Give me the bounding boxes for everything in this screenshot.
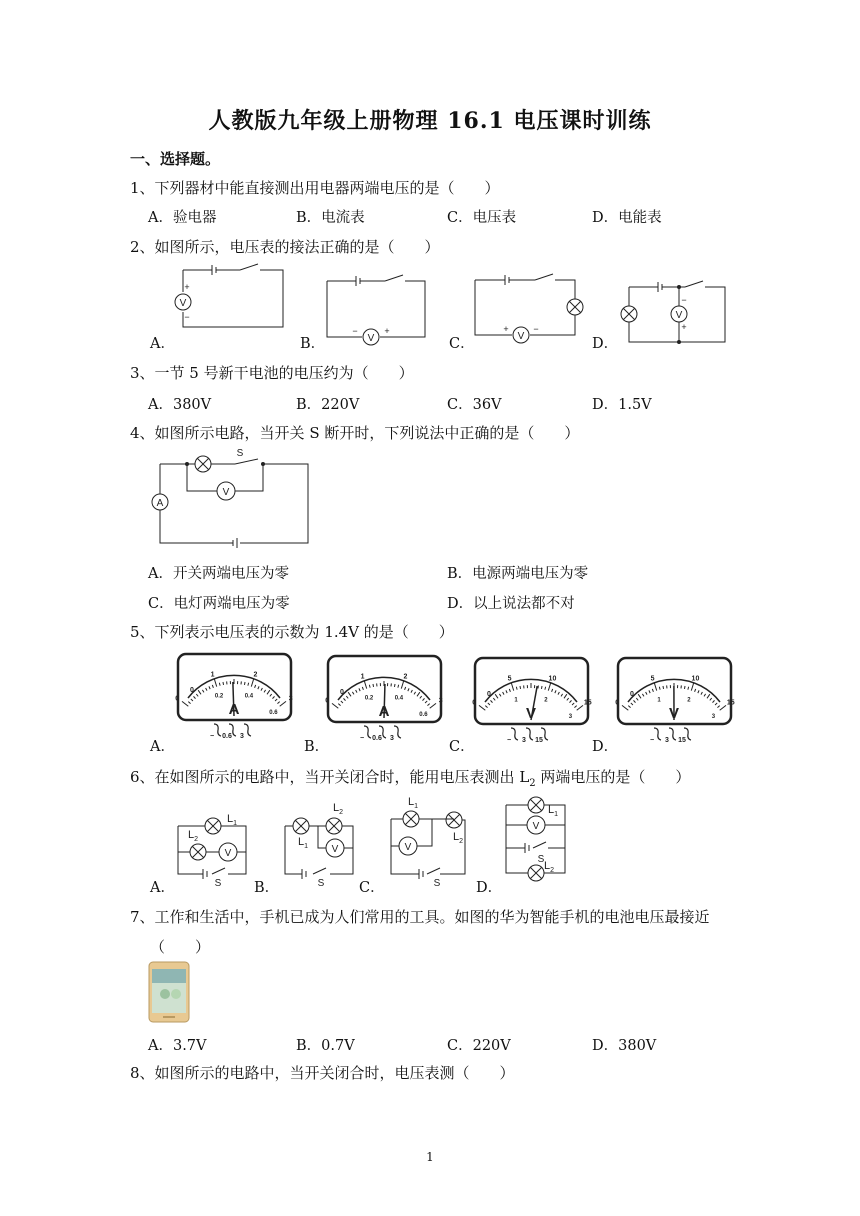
- svg-text:0: 0: [487, 691, 491, 698]
- meter-scale-label: 5: [650, 675, 655, 683]
- q7-option-b[interactable]: B．0.7V: [296, 1038, 355, 1054]
- meter-scale-label-small: 0.4: [244, 693, 254, 700]
- q6-label-b[interactable]: B．: [254, 880, 280, 896]
- meter-terminal-label: 0.6: [222, 733, 232, 740]
- svg-text:S: S: [433, 878, 441, 889]
- meter-scale-label: 10: [548, 675, 557, 683]
- question-7-stem-line2: （ ）: [150, 938, 211, 956]
- q4-option-a[interactable]: A．开关两端电压为零: [148, 566, 289, 582]
- q3-option-c[interactable]: C．36V: [447, 397, 502, 413]
- q2-label-c[interactable]: C．: [449, 336, 475, 352]
- svg-text:S: S: [317, 878, 325, 889]
- svg-text:−: −: [681, 295, 687, 305]
- svg-text:+: +: [184, 282, 190, 292]
- question-2-stem: 2、如图所示，电压表的接法正确的是（ ）: [130, 238, 440, 256]
- meter-scale-label-small: 2: [687, 697, 691, 704]
- svg-text:V: V: [331, 844, 339, 855]
- svg-text:V: V: [222, 487, 230, 498]
- meter-scale-label-small: 2: [544, 697, 548, 704]
- svg-text:L2: $L_2$: [332, 802, 344, 816]
- svg-text:0: 0: [340, 689, 344, 696]
- voltmeter-symbol: V: [179, 298, 187, 309]
- meter-scale-label: 0: [175, 695, 180, 703]
- meter-scale-label: 2: [403, 673, 408, 681]
- meter-scale-label-small: 1: [657, 697, 661, 704]
- question-8-stem: 8、如图所示的电路中，当开关闭合时，电压表测（ ）: [130, 1064, 515, 1082]
- section-heading: 一、选择题。: [130, 150, 221, 168]
- meter-scale-label: 5: [507, 675, 512, 683]
- meter-scale-label: 1: [360, 673, 365, 681]
- meter-terminal-label: −: [649, 737, 655, 744]
- svg-text:V: V: [675, 310, 683, 321]
- page-title: 人教版九年级上册物理 16.1 电压课时训练: [208, 108, 652, 134]
- q1-option-c[interactable]: C．电压表: [447, 210, 517, 226]
- meter-terminal-label: 3: [240, 733, 244, 740]
- svg-text:L1: $L_1$: [547, 804, 559, 818]
- switch-label: S: [236, 448, 244, 459]
- svg-text:−: −: [184, 312, 190, 322]
- svg-text:V: V: [517, 331, 525, 342]
- svg-text:L1: $L_1$: [407, 796, 419, 810]
- q5-label-b[interactable]: B．: [304, 739, 330, 755]
- svg-text:L2: $L_2$: [543, 860, 555, 874]
- svg-text:+: +: [681, 322, 687, 332]
- meter-scale-label: 0: [472, 699, 477, 707]
- q5-label-a[interactable]: A．: [150, 739, 175, 755]
- q2-label-a[interactable]: A．: [150, 336, 175, 352]
- meter-scale-label: 2: [253, 671, 258, 679]
- svg-text:L1: $L_1$: [297, 836, 309, 850]
- meter-unit-symbol: V: [668, 705, 680, 722]
- question-6-stem: 6、在如图所示的电路中，当开关闭合时，能用电压表测出 $L_2$ 两端电压的是（ ）: [130, 768, 691, 789]
- svg-text:S: S: [214, 878, 222, 889]
- q7-option-c[interactable]: C．220V: [447, 1038, 511, 1054]
- svg-text:L2: $L_2$: [452, 831, 464, 845]
- question-4-stem: 4、如图所示电路，当开关 S 断开时，下列说法中正确的是（ ）: [130, 424, 580, 442]
- q3-option-d[interactable]: D．1.5V: [592, 397, 652, 413]
- q2-label-d[interactable]: D．: [592, 336, 619, 352]
- svg-text:+: +: [503, 324, 509, 334]
- meter-terminal-label: 3: [390, 735, 394, 742]
- q1-option-d[interactable]: D．电能表: [592, 210, 662, 226]
- meter-scale-label-small: 3: [711, 714, 716, 721]
- meter-terminal-label: −: [359, 735, 365, 742]
- q6-label-d[interactable]: D．: [476, 880, 503, 896]
- meter-terminal-label: −: [209, 733, 215, 740]
- ammeter-symbol: A: [156, 498, 164, 509]
- meter-scale-label: 15: [726, 699, 735, 707]
- meter-unit-symbol: A: [228, 701, 240, 718]
- meter-scale-label: 10: [691, 675, 700, 683]
- q3-option-b[interactable]: B．220V: [296, 397, 360, 413]
- meter-scale-label-small: 0.6: [419, 712, 428, 719]
- meter-scale-label: 1: [210, 671, 215, 679]
- question-1-stem: 1、下列器材中能直接测出用电器两端电压的是（ ）: [130, 179, 500, 197]
- svg-text:V: V: [224, 848, 232, 859]
- question-7-stem-line1: 7、工作和生活中，手机已成为人们常用的工具。如图的华为智能手机的电池电压最接近: [130, 908, 710, 926]
- meter-terminal-label: 3: [522, 737, 526, 744]
- q6-label-a[interactable]: A．: [150, 880, 175, 896]
- question-5-stem: 5、下列表示电压表的示数为 1.4V 的是（ ）: [130, 623, 454, 641]
- meter-terminal-label: 0.6: [372, 735, 382, 742]
- meter-unit-symbol: A: [378, 703, 390, 720]
- meter-terminal-label: −: [506, 737, 512, 744]
- q5-label-c[interactable]: C．: [449, 739, 475, 755]
- q2-label-b[interactable]: B．: [300, 336, 326, 352]
- svg-text:0: 0: [190, 687, 194, 694]
- meter-scale-label-small: 0.2: [364, 695, 374, 702]
- meter-scale-label-small: 0.2: [214, 693, 224, 700]
- meter-scale-label: 0: [615, 699, 620, 707]
- meter-scale-label-small: 1: [514, 697, 518, 704]
- meter-scale-label-small: 0.4: [394, 695, 404, 702]
- svg-text:L2: $L_2$: [187, 829, 199, 843]
- svg-text:L1: $L_1$: [226, 813, 238, 827]
- meter-scale-label: 0: [325, 697, 330, 705]
- meter-unit-symbol: V: [525, 705, 537, 722]
- page-number: 1: [426, 1150, 434, 1164]
- meter-scale-label: 3: [288, 695, 293, 703]
- q4-option-d[interactable]: D．以上说法都不对: [447, 596, 575, 612]
- svg-text:V: V: [404, 842, 412, 853]
- svg-text:−: −: [533, 324, 539, 334]
- meter-terminal-label: 15: [535, 737, 543, 744]
- meter-scale-label-small: 0.6: [269, 710, 278, 717]
- svg-text:0: 0: [630, 691, 634, 698]
- q1-option-b[interactable]: B．电流表: [296, 210, 365, 226]
- svg-text:V: V: [367, 333, 375, 344]
- q4-option-b[interactable]: B．电源两端电压为零: [447, 566, 589, 582]
- meter-scale-label: 15: [583, 699, 592, 707]
- svg-text:−: −: [352, 326, 358, 336]
- q6-label-c[interactable]: C．: [359, 880, 385, 896]
- svg-text:S: S: [537, 854, 545, 865]
- q5-label-d[interactable]: D．: [592, 739, 619, 755]
- q7-option-d[interactable]: D．380V: [592, 1038, 657, 1054]
- svg-text:V: V: [532, 821, 540, 832]
- svg-text:+: +: [384, 326, 390, 336]
- q7-option-a[interactable]: A．3.7V: [148, 1038, 207, 1054]
- question-3-stem: 3、一节 5 号新干电池的电压约为（ ）: [130, 364, 414, 382]
- meter-terminal-label: 15: [678, 737, 686, 744]
- q4-option-c[interactable]: C．电灯两端电压为零: [148, 596, 290, 612]
- q3-option-a[interactable]: A．380V: [148, 397, 212, 413]
- q1-option-a[interactable]: A．验电器: [148, 210, 217, 226]
- meter-terminal-label: 3: [665, 737, 669, 744]
- meter-scale-label-small: 3: [568, 714, 573, 721]
- meter-scale-label: 3: [438, 697, 443, 705]
